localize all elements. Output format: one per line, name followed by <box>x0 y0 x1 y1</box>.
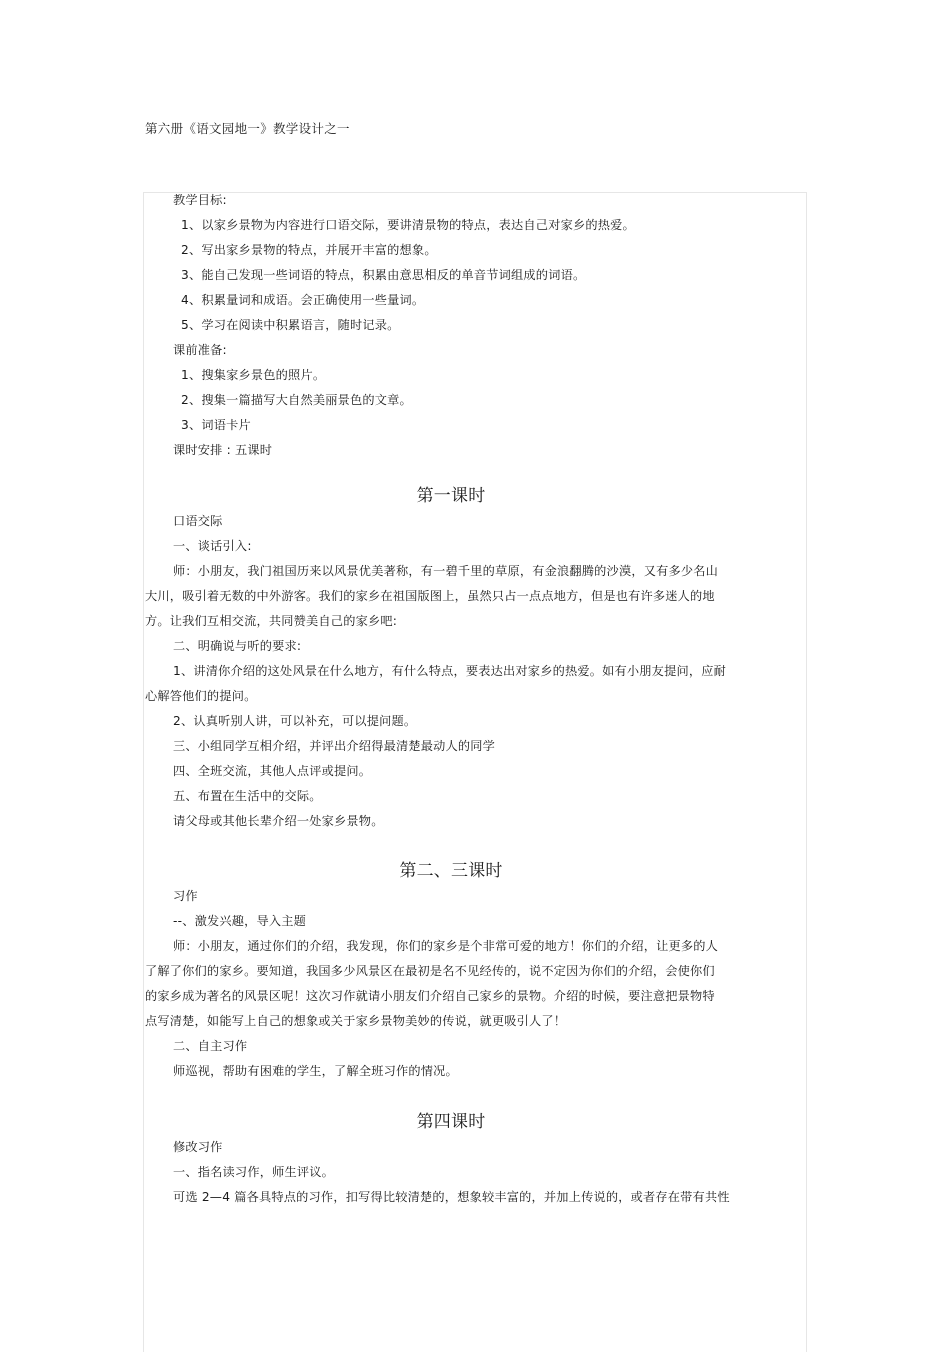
objective-item: 5、学习在阅读中积累语言，随时记录。 <box>181 318 400 332</box>
lesson1-paragraph-line: 方。让我们互相交流，共同赞美自己的家乡吧: <box>145 614 398 628</box>
lesson2-detail: 师巡视，帮助有困难的学生，了解全班习作的情况。 <box>173 1064 458 1078</box>
lesson2-section: 二、自主习作 <box>173 1039 248 1053</box>
lesson4-subtitle: 修改习作 <box>173 1140 223 1154</box>
objectives-heading: 教学目标: <box>173 193 227 207</box>
preparation-item: 3、词语卡片 <box>181 418 251 432</box>
preparation-item: 2、搜集一篇描写大自然美丽景色的文章。 <box>181 393 412 407</box>
lesson2-paragraph-line: 师：小朋友，通过你们的介绍，我发现，你们的家乡是个非常可爱的地方！你们的介绍，让更多的人 <box>173 939 719 953</box>
objective-item: 3、能自己发现一些词语的特点，积累由意思相反的单音节词组成的词语。 <box>181 268 586 282</box>
lesson4-paragraph-line: 可选 2—4 篇各具特点的习作，扣写得比较清楚的，想象较丰富的，并加上传说的，或者存在带有共性 <box>173 1190 730 1204</box>
lesson1-section: 三、小组同学互相介绍，并评出介绍得最清楚最动人的同学 <box>173 739 496 753</box>
schedule-line: 课时安排 : 五课时 <box>173 443 273 457</box>
lesson1-requirement-line: 1、讲清你介绍的这处风景在什么地方，有什么特点，要表达出对家乡的热爱。如有小朋友提问，应耐 <box>173 664 727 678</box>
objective-item: 4、积累量词和成语。会正确使用一些量词。 <box>181 293 425 307</box>
lesson2-section: --、激发兴趣，导入主题 <box>173 914 307 928</box>
lesson2-paragraph-line: 的家乡成为著名的风景区呢！这次习作就请小朋友们介绍自己家乡的景物。介绍的时候，要注意把景物特 <box>145 989 715 1003</box>
lesson2-title: 第二、三课时 <box>399 861 503 881</box>
document-body <box>145 188 757 1210</box>
lesson1-requirement-line: 心解答他们的提问。 <box>145 689 257 703</box>
document-title: 第六册《语文园地一》教学设计之一 <box>145 121 350 136</box>
lesson1-subtitle: 口语交际 <box>173 514 223 528</box>
lesson2-subtitle: 习作 <box>173 889 198 903</box>
lesson1-section: 四、全班交流，其他人点评或提问。 <box>173 764 372 778</box>
preparation-heading: 课前准备: <box>173 343 227 357</box>
lesson1-section: 五、布置在生活中的交际。 <box>173 789 322 803</box>
lesson4-title: 第四课时 <box>416 1112 486 1132</box>
objective-item: 2、写出家乡景物的特点，并展开丰富的想象。 <box>181 243 437 257</box>
lesson2-paragraph-line: 了解了你们的家乡。要知道，我国多少风景区在最初是名不见经传的，说不定因为你们的介绍，会使你们 <box>145 964 715 978</box>
objective-item: 1、以家乡景物为内容进行口语交际，要讲清景物的特点，表达自己对家乡的热爱。 <box>181 218 635 232</box>
lesson1-section: 二、明确说与听的要求: <box>173 639 302 653</box>
lesson1-requirement-line: 2、认真听别人讲，可以补充，可以提问题。 <box>173 714 417 728</box>
preparation-item: 1、搜集家乡景色的照片。 <box>181 368 326 382</box>
lesson1-paragraph-line: 大川，吸引着无数的中外游客。我们的家乡在祖国版图上，虽然只占一点点地方，但是也有许多迷人的地 <box>145 589 715 603</box>
lesson1-paragraph-line: 师：小朋友，我门祖国历来以风景优美著称，有一碧千里的草原，有金浪翻腾的沙漠，又有多少名山 <box>173 564 719 578</box>
lesson1-section: 一、谈话引入: <box>173 539 252 553</box>
lesson4-section: 一、指名读习作，师生评议。 <box>173 1165 335 1179</box>
lesson1-detail: 请父母或其他长辈介绍一处家乡景物。 <box>173 814 384 828</box>
lesson1-title: 第一课时 <box>416 486 486 506</box>
lesson2-paragraph-line: 点写清楚，如能写上自己的想象或关于家乡景物美妙的传说，就更吸引人了！ <box>145 1014 567 1028</box>
